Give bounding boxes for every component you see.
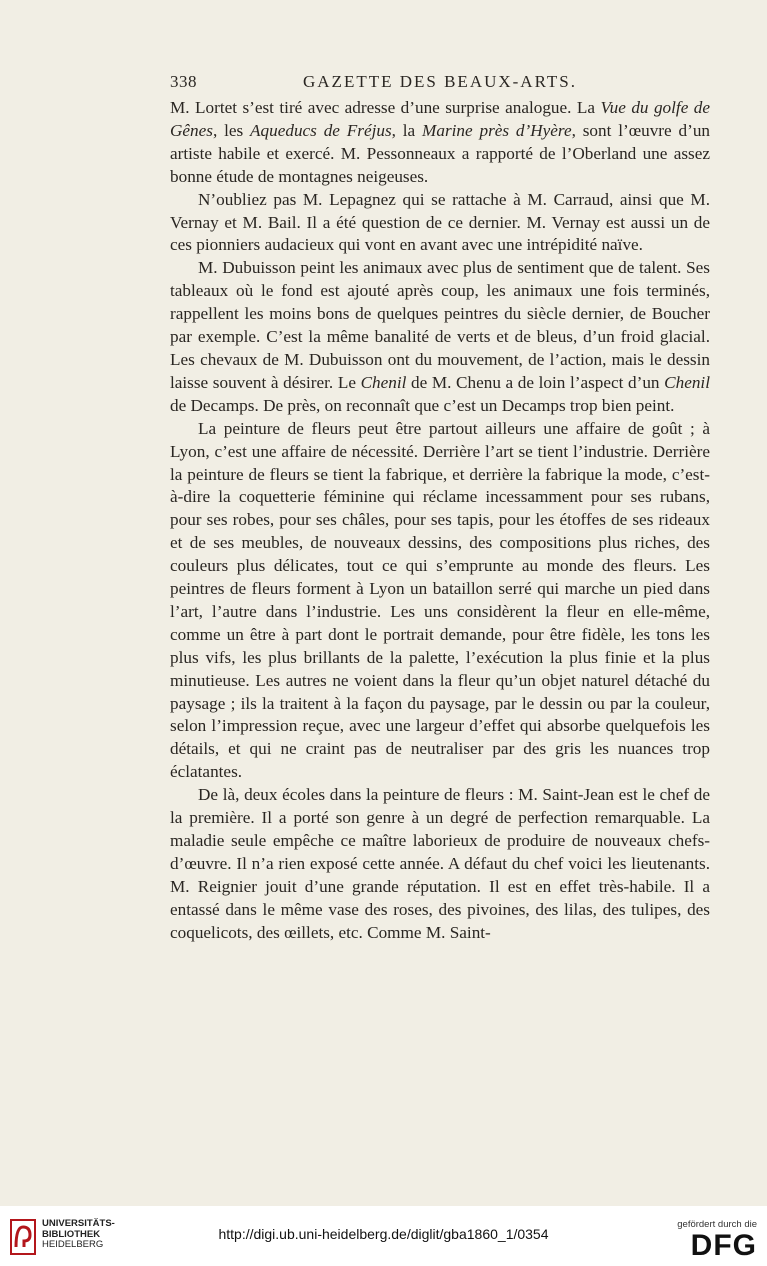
- running-title: GAZETTE DES BEAUX-ARTS.: [303, 72, 577, 91]
- library-name-line3: HEIDELBERG: [42, 1239, 104, 1250]
- text-run: de M. Chenu a de loin l’aspect d’un: [406, 372, 665, 392]
- page-header: [170, 72, 710, 96]
- italic-title: Marine près d’Hyère: [422, 120, 572, 140]
- italic-title: Chenil: [360, 372, 407, 392]
- article-body: [170, 97, 710, 945]
- text-run: , les: [212, 120, 251, 140]
- text-run: de Decamps. De près, on reconnaît que c’est un Decamps trop bien peint.: [170, 395, 675, 415]
- text-run: N’oubliez pas M. Lepagnez qui se rattache à M. Carraud, ainsi que M. Vernay et M. Bail. Il a été question de ce dernier. M. Vernay est aussi un de ces pionniers audacieux qui vont en avant avec une intrépidité naïve.: [170, 189, 710, 255]
- paragraph: [170, 784, 710, 944]
- library-name-line1: UNIVERSITÄTS-: [42, 1218, 115, 1229]
- text-run: M. Lortet s’est tiré avec adresse d’une surprise analogue. La: [170, 98, 601, 117]
- dfg-logo[interactable]: DFG: [690, 1229, 757, 1262]
- paragraph: [170, 257, 710, 417]
- permalink-url[interactable]: http://digi.ub.uni-heidelberg.de/diglit/gba1860_1/0354: [218, 1226, 549, 1242]
- text-run: , sont l’œuvre d’un artiste habile et exercé. M. Pessonneaux a rapporté de l’Oberland une assez bonne étude de montagnes neigeuses.: [170, 120, 711, 186]
- viewer-footer: [0, 1206, 767, 1266]
- funding-label: gefördert durch die: [677, 1219, 757, 1230]
- text-run: La peinture de fleurs peut être partout ailleurs une affaire de goût ; à Lyon, c’est une affaire de nécessité. Derrière l’art se tient l’industrie. Derrière la peinture de fleurs se tient la fabrique, et derrière la fabrique la mode, c’est-à-dire la coquetterie féminine qui réclame incessamment pour ses rubans, pour ses robes, pour ses châles, pour ses tapis, pour les étoffes de ses rideaux et de ses meubles, de nouveaux dessins, des compositions plus riches, des couleurs plus délicates, tout ce qui s’emprunte au monde des fleurs. Les peintres de fleurs forment à Lyon un bataillon serré qui marche un pied dans l’art, l’autre dans l’industrie. Les uns considèrent la fleur en elle-même, comme un être à part dont le portrait demande, pour être fidèle, les tons les plus vifs, les plus brillants de la palette, l’exécution la plus finie et la plus minutieuse. Les autres ne voient dans la fleur qu’un objet naturel détaché du paysage ; ils la traitent à la façon du paysage, par le dessin ou par la couleur, selon l’impression reçue, avec une largeur d’effet qui absorbe quelquefois les détails, et qui ne craint pas de neutraliser par des gris les nuances trop éclatantes.: [170, 418, 710, 782]
- paragraph: [170, 97, 710, 189]
- italic-title: Chenil: [664, 372, 710, 392]
- paragraph: [170, 189, 710, 258]
- library-name-line2: BIBLIOTHEK: [42, 1228, 101, 1240]
- text-run: , la: [391, 120, 423, 140]
- page-number: 338: [170, 72, 197, 91]
- text-run: De là, deux écoles dans la peinture de fleurs : M. Saint-Jean est le chef de la première. Il a porté son genre à un degré de perfection remarquable. La maladie seule empêche ce maître laborieux de produire de nouveaux chefs-d’œuvre. Il n’a rien exposé cette année. A défaut du chef voici les lieutenants. M. Reignier jouit d’une grande réputation. Il est en effet très-habile. Il a entassé dans le même vase des roses, des pivoines, des lilas, des tulipes, des coquelicots, des œillets, etc. Comme M. Saint-: [170, 785, 710, 942]
- text-run: M. Dubuisson peint les animaux avec plus de sentiment que de talent. Ses tableaux où le fond est ajouté après coup, les animaux une fois terminés, rappellent les moins bons de quelques peintres du siècle dernier, de Boucher par exemple. C’est la même banalité de verts et de bleus, d’un froid glacial. Les chevaux de M. Dubuisson ont du mouvement, de l’action, mais le dessin laisse souvent à désirer. Le: [170, 258, 710, 392]
- italic-title: Vue du golfe de Gênes: [170, 98, 710, 140]
- italic-title: Aqueducs de Fréjus: [250, 120, 392, 140]
- paragraph: [170, 418, 710, 785]
